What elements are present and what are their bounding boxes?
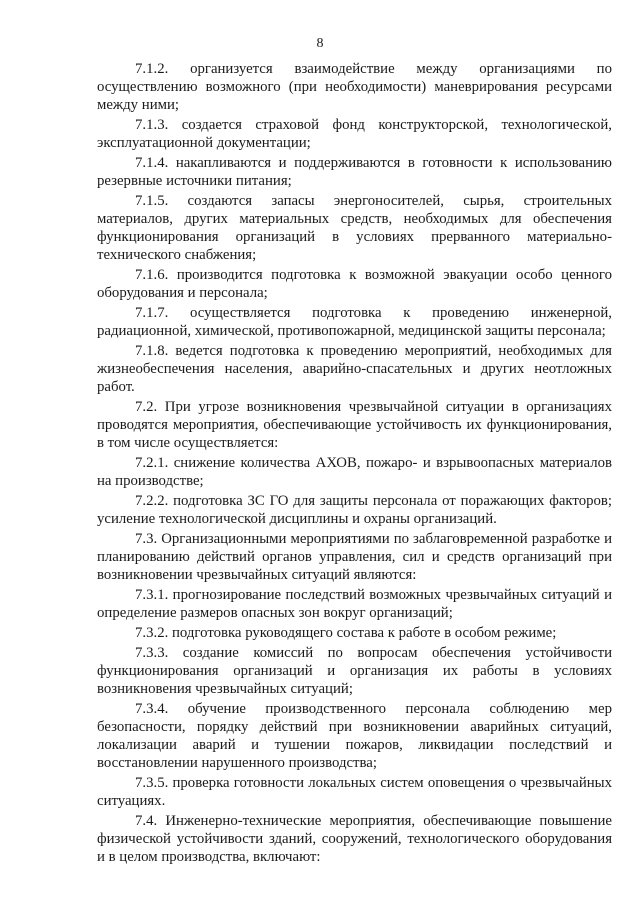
paragraph-7-4: 7.4. Инженерно-технические мероприятия, обеспечивающие повышение физической устойчивости зданий, сооружений, технологического оборудования и в целом производства, включают: <box>97 813 612 865</box>
paragraph-7-1-7: 7.1.7. осуществляется подготовка к проведению инженерной, радиационной, химической, противопожарной, медицинской защиты персонала; <box>97 305 612 339</box>
paragraph-7-1-3: 7.1.3. создается страховой фонд конструкторской, технологической, эксплуатационной документации; <box>97 117 612 151</box>
paragraph-7-2: 7.2. При угрозе возникновения чрезвычайной ситуации в организациях проводятся мероприятия, обеспечивающие устойчивость их функционирования, в том числе осуществляется: <box>97 399 612 451</box>
paragraph-7-3-5: 7.3.5. проверка готовности локальных систем оповещения о чрезвычайных ситуациях. <box>97 775 612 809</box>
paragraph-7-2-1: 7.2.1. снижение количества АХОВ, пожаро- и взрывоопасных материалов на производстве; <box>97 455 612 489</box>
paragraph-7-3-4: 7.3.4. обучение производственного персонала соблюдению мер безопасности, порядку действий при возникновении аварийных ситуаций, локализации аварий и тушении пожаров, ликвидации последствий и восстановлении нарушенного производства; <box>97 701 612 771</box>
paragraph-7-3-1: 7.3.1. прогнозирование последствий возможных чрезвычайных ситуаций и определение размеров опасных зон вокруг организаций; <box>97 587 612 621</box>
paragraph-7-2-2: 7.2.2. подготовка ЗС ГО для защиты персонала от поражающих факторов; усиление технологической дисциплины и охраны организаций. <box>97 493 612 527</box>
paragraph-7-1-8: 7.1.8. ведется подготовка к проведению мероприятий, необходимых для жизнеобеспечения населения, аварийно-спасательных и других неотложных работ. <box>97 343 612 395</box>
paragraph-7-1-5: 7.1.5. создаются запасы энергоносителей, сырья, строительных материалов, других материальных средств, необходимых для обеспечения функционирования организаций в условиях прерванного материально-технического снабжения; <box>97 193 612 263</box>
paragraph-7-3-3: 7.3.3. создание комиссий по вопросам обеспечения устойчивости функционирования организаций и организация их работы в условиях возникновения чрезвычайных ситуаций; <box>97 645 612 697</box>
paragraph-7-3-2: 7.3.2. подготовка руководящего состава к работе в особом режиме; <box>135 625 557 641</box>
paragraph-7-1-4: 7.1.4. накапливаются и поддерживаются в готовности к использованию резервные источники питания; <box>97 155 612 189</box>
paragraph-7-1-6: 7.1.6. производится подготовка к возможной эвакуации особо ценного оборудования и персонала; <box>97 267 612 301</box>
paragraph-7-1-2: 7.1.2. организуется взаимодействие между организациями по осуществлению возможного (при необходимости) маневрирования ресурсами между ними; <box>97 61 612 113</box>
paragraph-7-3: 7.3. Организационными мероприятиями по заблаговременной разработке и планированию действий органов управления, сил и средств организаций при возникновении чрезвычайных ситуаций являются: <box>97 531 612 583</box>
document-body <box>97 60 612 868</box>
page-number: 8 <box>316 36 324 51</box>
